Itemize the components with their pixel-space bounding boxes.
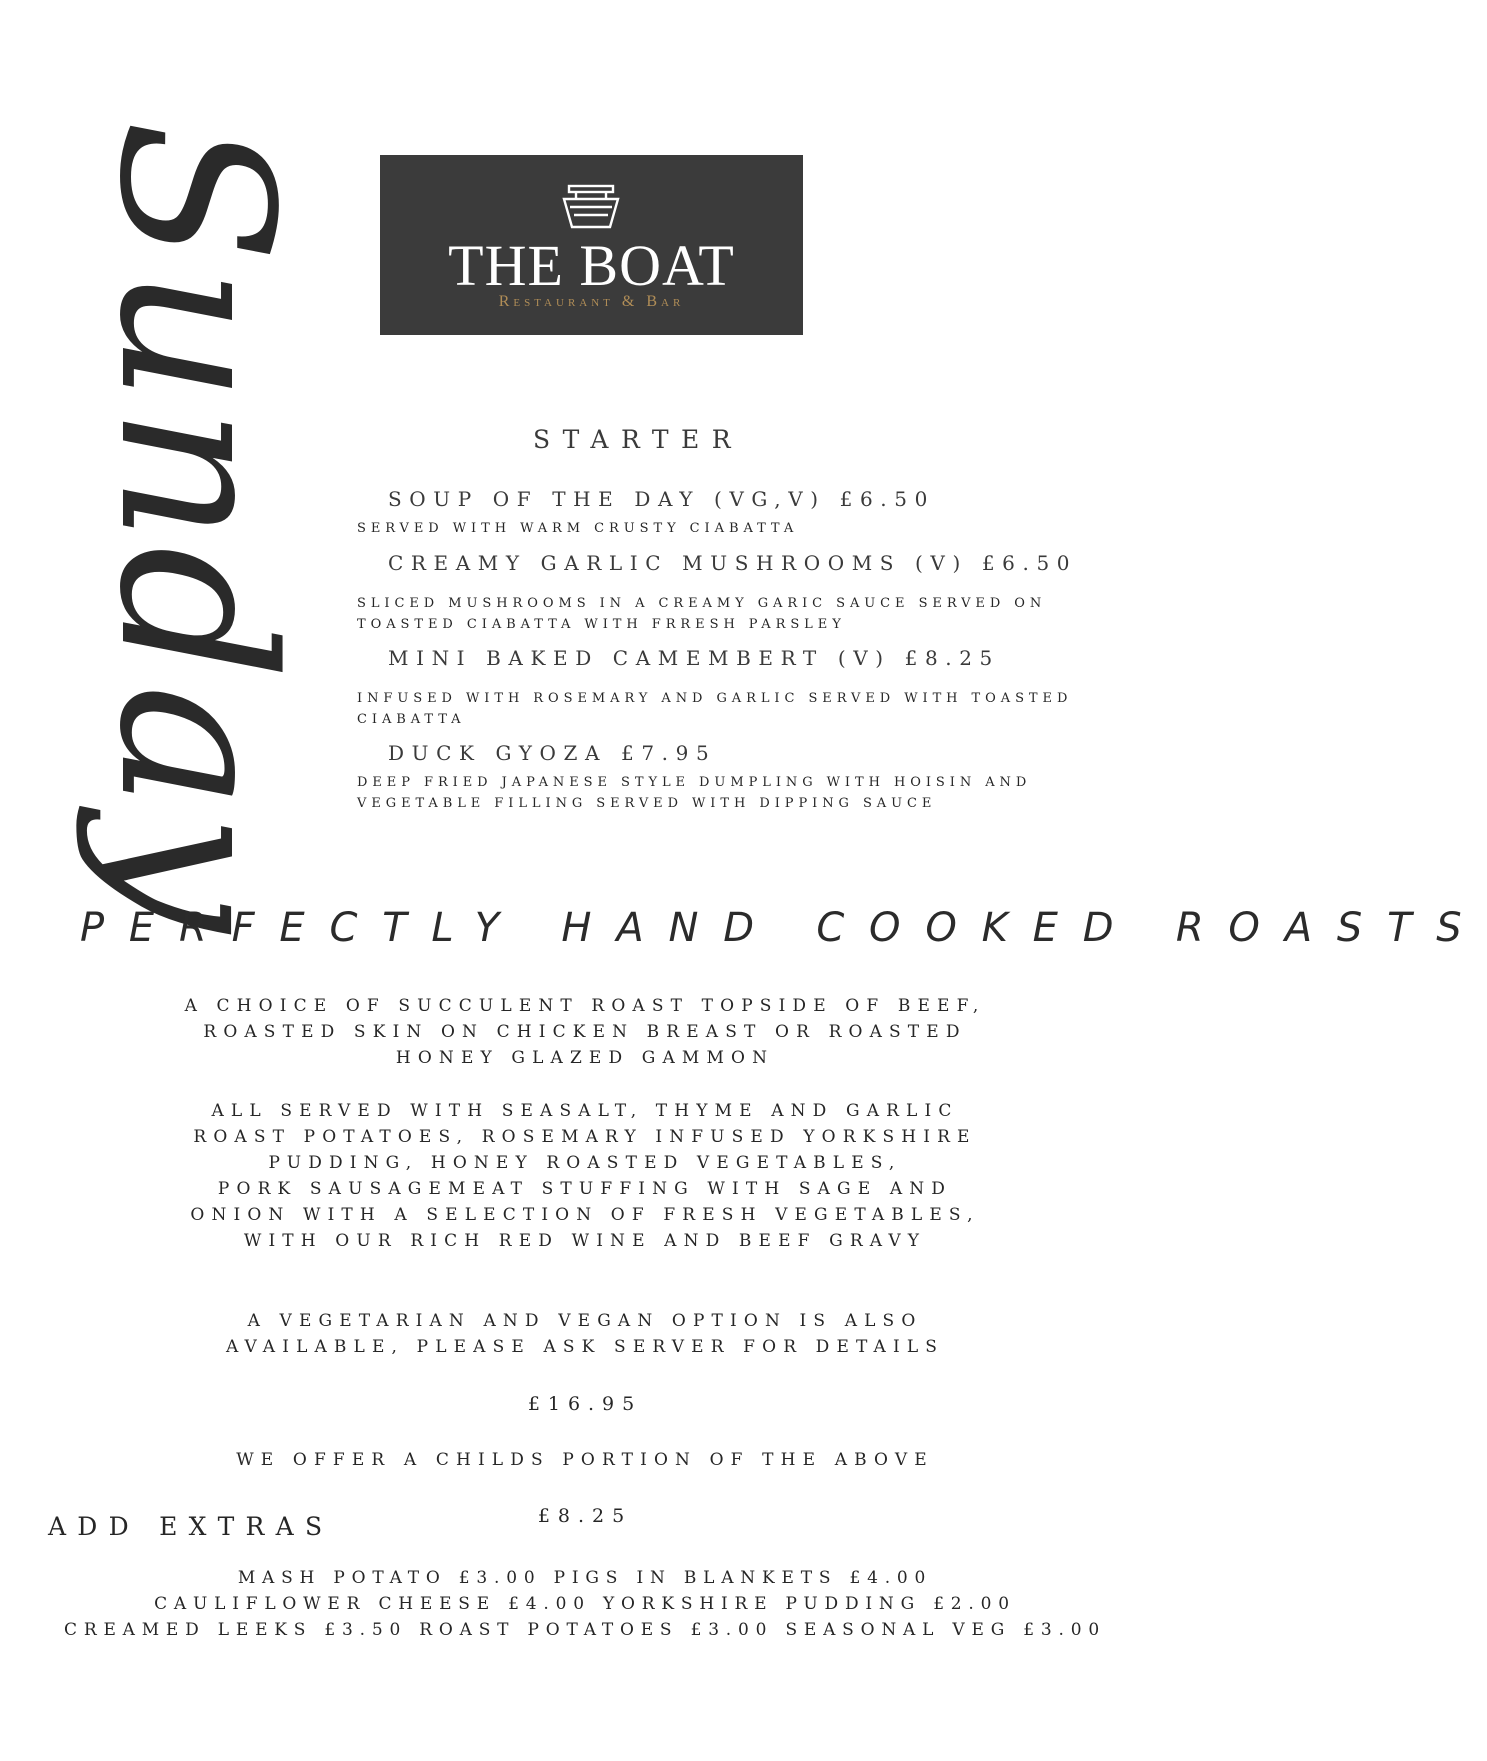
starter-item-description: DEEP FRIED JAPANESE STYLE DUMPLING WITH HOISIN AND [357,775,1032,790]
boat-icon [560,183,622,231]
starter-item-description: SERVED WITH WARM CRUSTY CIABATTA [357,521,799,536]
extras-heading: ADD EXTRAS [48,1512,334,1541]
roast-choice-line: ROASTED SKIN ON CHICKEN BREAST OR ROASTED [203,1022,967,1042]
restaurant-logo [380,155,803,335]
roasts-heading: PERFECTLY HAND COOKED ROASTS [80,905,1487,951]
starter-item-title: DUCK GYOZA £7.95 [388,741,717,765]
roast-served-line: ONION WITH A SELECTION OF FRESH VEGETABLES, [190,1205,980,1225]
child-portion-text: WE OFFER A CHILDS PORTION OF THE ABOVE [236,1450,934,1470]
starter-item-title: SOUP OF THE DAY (VG,V) £6.50 [388,487,935,511]
vegetarian-option-text [110,1308,1060,1360]
starter-item-description: SLICED MUSHROOMS IN A CREAMY GARIC SAUCE SERVED ON [357,596,1047,611]
vegetarian-option-line: A VEGETARIAN AND VEGAN OPTION IS ALSO [247,1311,923,1331]
extras-line: MASH POTATO £3.00 PIGS IN BLANKETS £4.00 [237,1568,933,1588]
roast-price: £16.95 [527,1393,643,1415]
roast-served-line: WITH OUR RICH RED WINE AND BEEF GRAVY [243,1231,927,1251]
starter-item-description: TOASTED CIABATTA WITH FRRESH PARSLEY [357,617,846,632]
starter-item-title: CREAMY GARLIC MUSHROOMS (V) £6.50 [388,551,1078,575]
roast-served-text [110,1098,1060,1254]
roast-served-line: ALL SERVED WITH SEASALT, THYME AND GARLIC [211,1101,959,1121]
starter-item-description: VEGETABLE FILLING SERVED WITH DIPPING SAUCE [357,796,937,811]
child-portion-price: £8.25 [537,1505,633,1527]
starter-item-description: CIABATTA [357,712,466,727]
roast-served-line: PUDDING, HONEY ROASTED VEGETABLES, [268,1153,902,1173]
starter-item-title: MINI BAKED CAMEMBERT (V) £8.25 [388,646,1000,670]
vegetarian-option-line: AVAILABLE, PLEASE ASK SERVER FOR DETAILS [225,1337,945,1357]
extras-line: CREAMED LEEKS £3.50 ROAST POTATOES £3.00 SEASONAL VEG £3.00 [64,1620,1106,1640]
logo-subtitle: Restaurant & Bar [498,293,685,310]
roast-served-line: ROAST POTATOES, ROSEMARY INFUSED YORKSHIRE [193,1127,977,1147]
roast-choice-line: HONEY GLAZED GAMMON [395,1048,775,1068]
starter-item-description: INFUSED WITH ROSEMARY AND GARLIC SERVED WITH TOASTED [357,691,1073,706]
roast-choice-line: A CHOICE OF SUCCULENT ROAST TOPSIDE OF BEEF, [184,996,986,1016]
extras-line: CAULIFLOWER CHEESE £4.00 YORKSHIRE PUDDING £2.00 [154,1594,1016,1614]
sunday-script-title: Sunday [73,119,318,937]
roast-served-line: PORK SAUSAGEMEAT STUFFING WITH SAGE AND [217,1179,953,1199]
logo-name: THE BOAT [448,233,735,298]
starter-heading: STARTER [533,425,744,454]
roast-choice-text [110,993,1060,1071]
